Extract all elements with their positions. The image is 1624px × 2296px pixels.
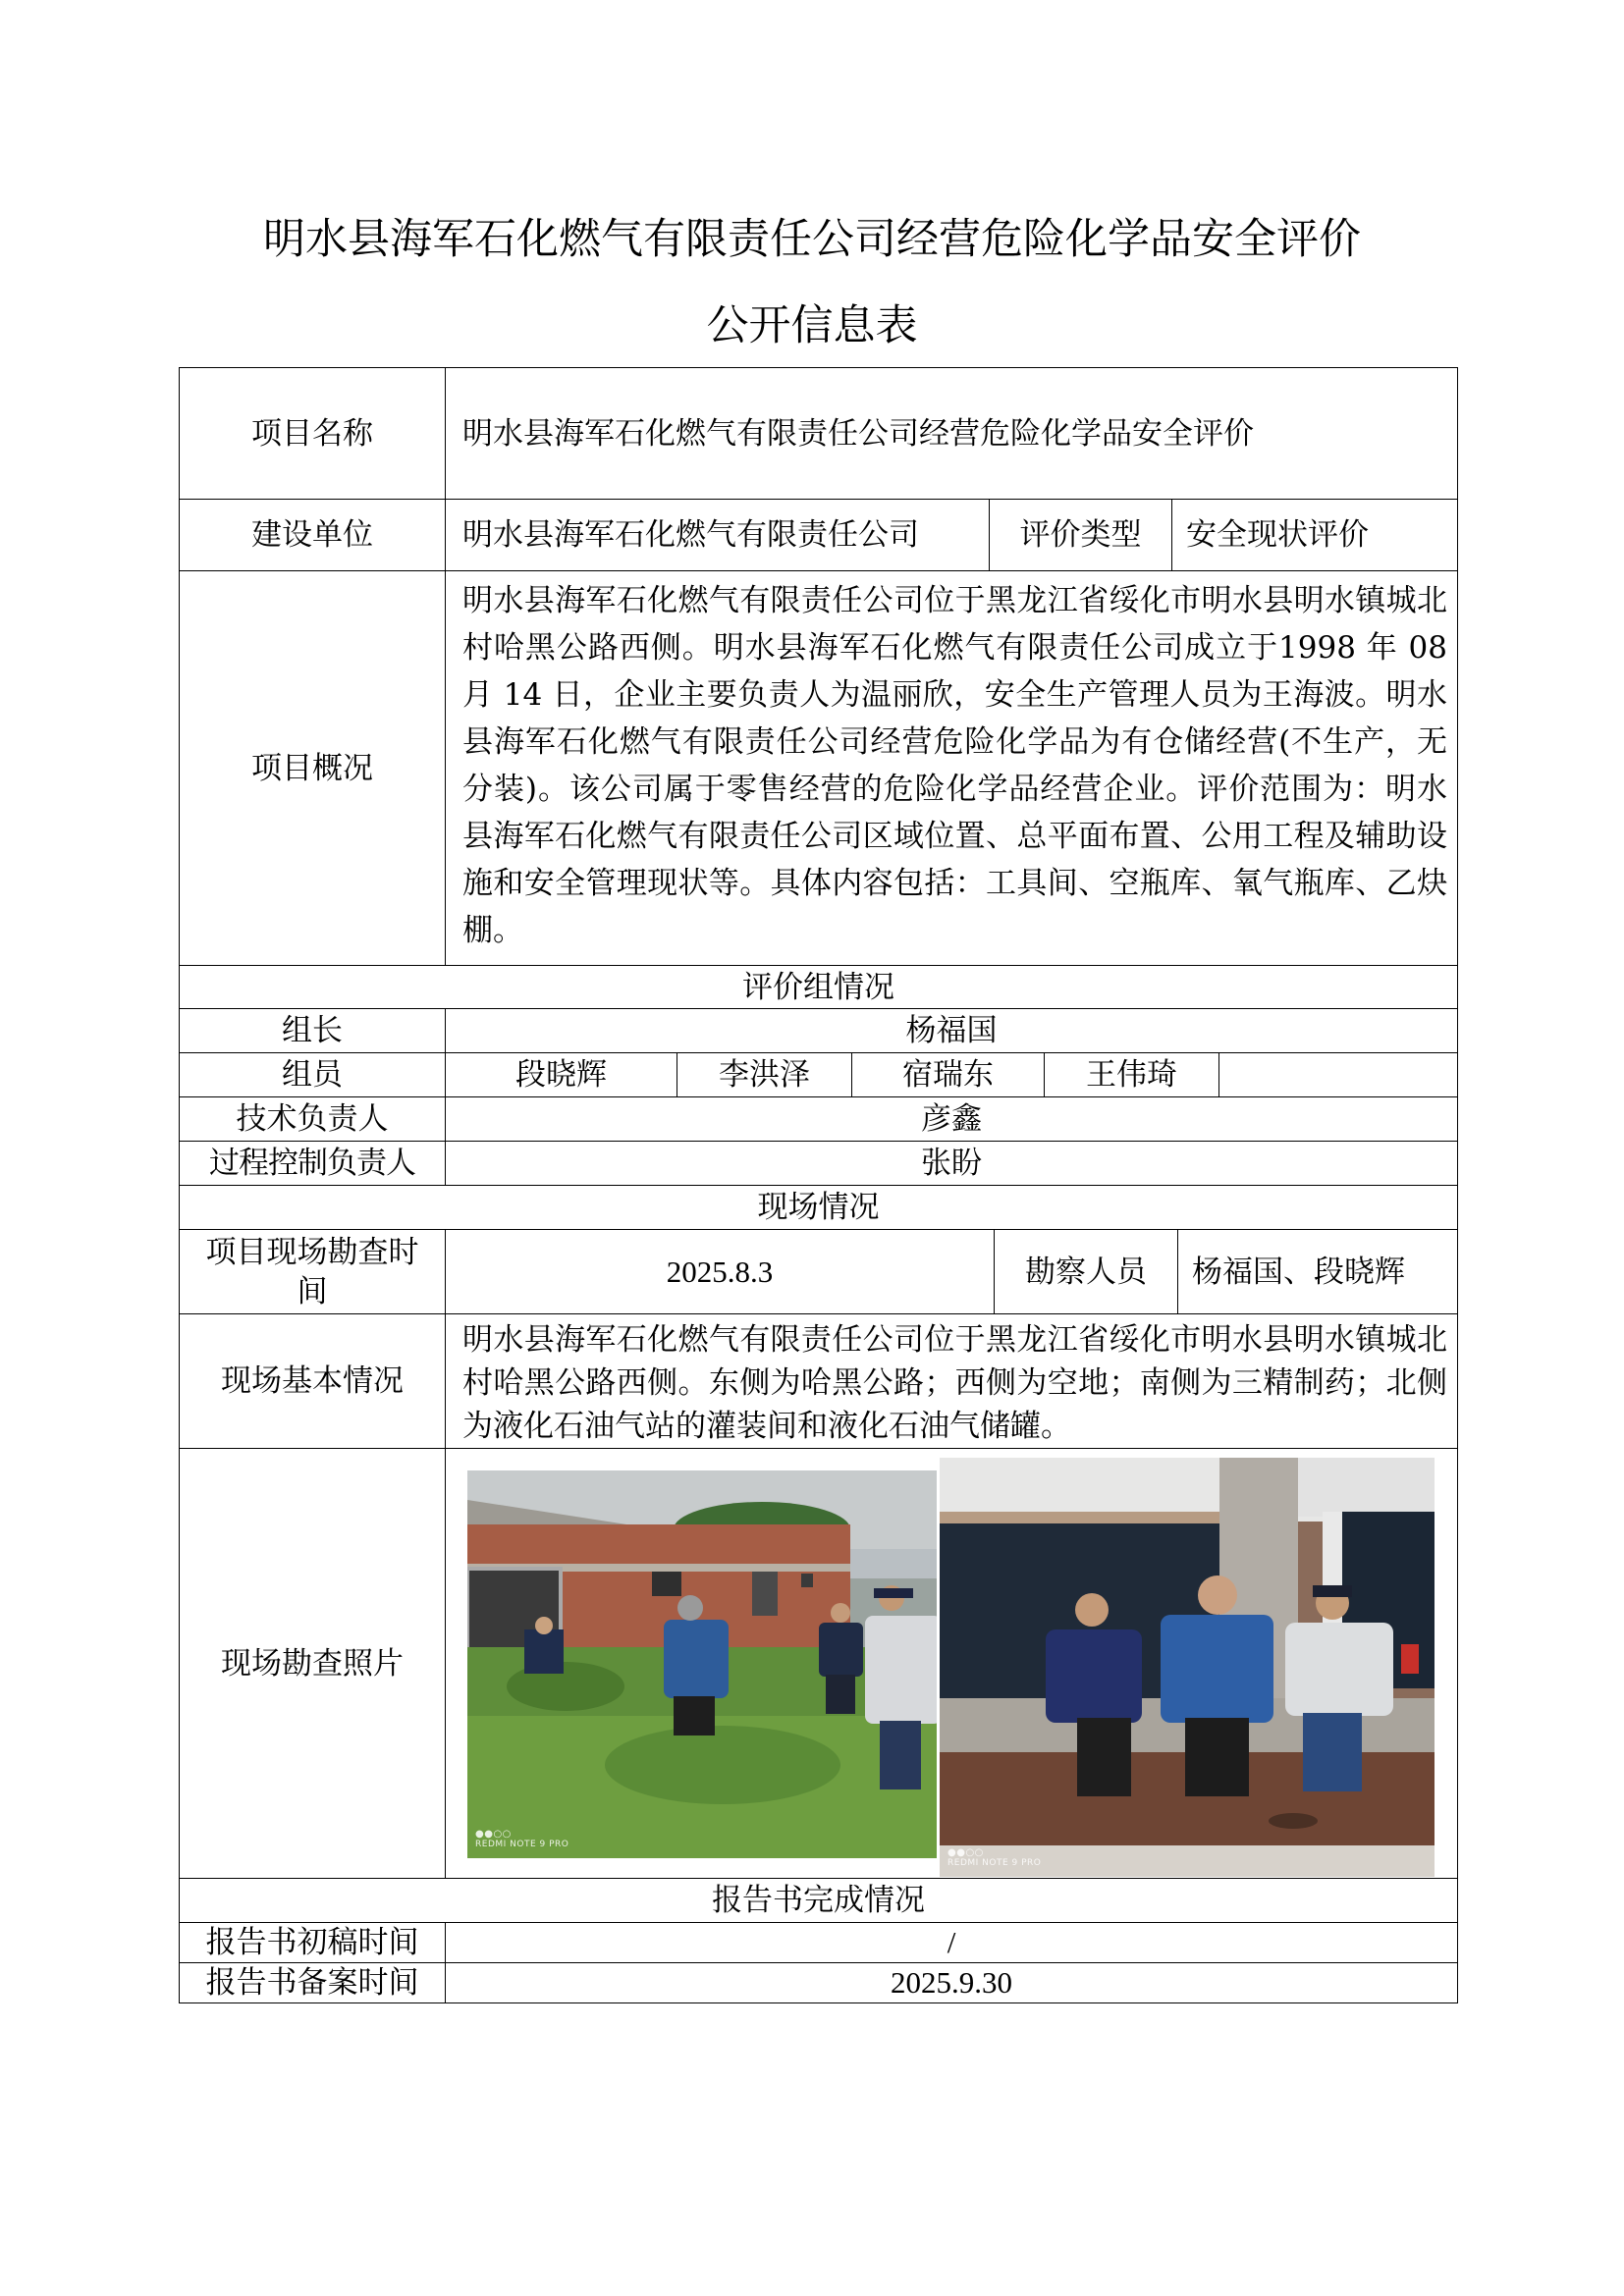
site-photo-1 xyxy=(467,1470,937,1858)
tech-lead-value: 彦鑫 xyxy=(445,1096,1458,1142)
document-title-line1: 明水县海军石化燃气有限责任公司经营危险化学品安全评价 xyxy=(263,215,1361,264)
surveyors-value: 杨福国、段晓辉 xyxy=(1177,1229,1458,1314)
construction-unit-value: 明水县海军石化燃气有限责任公司 xyxy=(445,499,990,571)
report-draft-label: 报告书初稿时间 xyxy=(179,1922,446,1963)
report-filing-value: 2025.9.30 xyxy=(445,1962,1458,2003)
group-member: 王伟琦 xyxy=(1044,1052,1219,1097)
process-lead-label: 过程控制负责人 xyxy=(179,1141,446,1186)
process-lead-value: 张盼 xyxy=(445,1141,1458,1186)
eval-group-section-title: 评价组情况 xyxy=(179,965,1458,1009)
surveyors-label: 勘察人员 xyxy=(994,1229,1178,1314)
photo-inspection-grass-image xyxy=(467,1470,937,1858)
group-leader-value: 杨福国 xyxy=(445,1008,1458,1053)
site-section-title: 现场情况 xyxy=(179,1185,1458,1230)
watermark-text: REDMI NOTE 9 PRO xyxy=(475,1840,569,1849)
survey-time-label: 项目现场勘查时间 xyxy=(179,1229,446,1314)
site-photo-2 xyxy=(940,1458,1435,1877)
project-name-label: 项目名称 xyxy=(179,367,446,500)
group-member: 宿瑞东 xyxy=(851,1052,1045,1097)
photo-1-watermark xyxy=(475,1829,568,1850)
group-leader-label: 组长 xyxy=(179,1008,446,1053)
overview-text: 明水县海军石化燃气有限责任公司位于黑龙江省绥化市明水县明水镇城北村哈黑公路西侧。明水县海军石化燃气有限责任公司成立于1998 年 08 月 14 日，企业主要负责人为温丽欣，安全生产管理人员为王海波。明水县海军石化燃气有限责任公司经营危险化学品为有仓储经营(不生产，无分装)。该公司属于零售经营的危险化学品经营企业。评价范围为：明水县海军石化燃气有限责任公司区域位置、总平面布置、公用工程及辅助设施和安全管理现状等。具体内容包括：工具间、空瓶库、氧气瓶库、乙炔棚。 xyxy=(445,570,1458,966)
photo-2-watermark xyxy=(947,1847,1041,1869)
project-name-value: 明水县海军石化燃气有限责任公司经营危险化学品安全评价 xyxy=(445,367,1458,500)
construction-unit-label: 建设单位 xyxy=(179,499,446,571)
group-members-label: 组员 xyxy=(179,1052,446,1097)
report-filing-label: 报告书备案时间 xyxy=(179,1962,446,2003)
report-section-title: 报告书完成情况 xyxy=(179,1878,1458,1923)
watermark-text: REDMI NOTE 9 PRO xyxy=(947,1858,1042,1868)
photo-team-group-image xyxy=(940,1458,1435,1877)
overview-label: 项目概况 xyxy=(179,570,446,966)
site-photos-label: 现场勘查照片 xyxy=(179,1448,446,1879)
survey-time-value: 2025.8.3 xyxy=(445,1229,995,1314)
watermark-dots-icon: ●●○○ xyxy=(475,1829,512,1840)
eval-type-label: 评价类型 xyxy=(989,499,1172,571)
tech-lead-label: 技术负责人 xyxy=(179,1096,446,1142)
group-member: 段晓辉 xyxy=(445,1052,677,1097)
group-member-empty xyxy=(1218,1052,1458,1097)
watermark-dots-icon: ●●○○ xyxy=(947,1847,984,1858)
site-basic-text: 明水县海军石化燃气有限责任公司位于黑龙江省绥化市明水县明水镇城北村哈黑公路西侧。东侧为哈黑公路；西侧为空地；南侧为三精制药；北侧为液化石油气站的灌装间和液化石油气储罐。 xyxy=(445,1313,1458,1449)
report-draft-value: / xyxy=(445,1922,1458,1963)
document-title-line2: 公开信息表 xyxy=(706,301,918,350)
group-member: 李洪泽 xyxy=(677,1052,852,1097)
eval-type-value: 安全现状评价 xyxy=(1171,499,1458,571)
site-basic-label: 现场基本情况 xyxy=(179,1313,446,1449)
